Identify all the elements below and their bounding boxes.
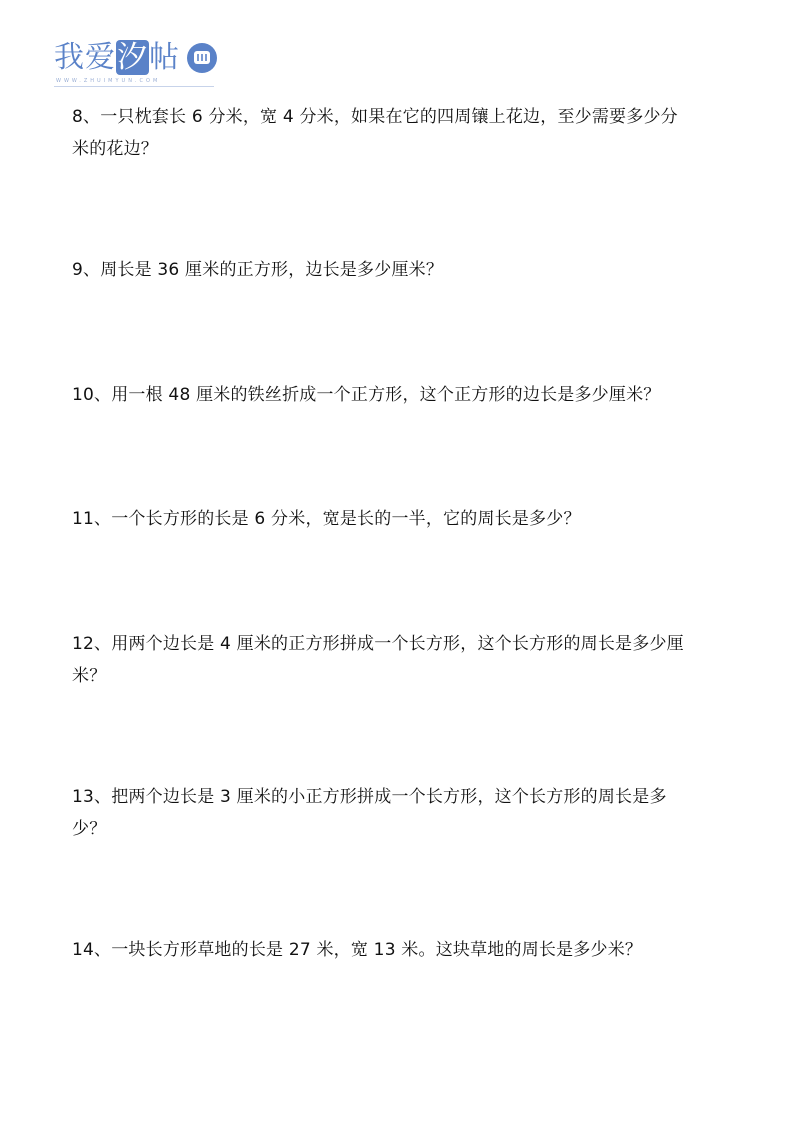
logo-divider [54, 86, 214, 87]
site-logo [54, 38, 224, 88]
question-line: 9、周长是 36 厘米的正方形，边长是多少厘米？ [72, 260, 444, 280]
chat-bubble-icon [186, 42, 218, 74]
question-9 [72, 254, 732, 286]
question-13 [72, 781, 732, 845]
question-14 [72, 934, 732, 966]
question-line: 少？ [72, 819, 107, 839]
question-line: 13、把两个边长是 3 厘米的小正方形拼成一个长方形，这个长方形的周长是多 [72, 787, 667, 807]
question-line: 14、一块长方形草地的长是 27 米，宽 13 米。这块草地的周长是多少米？ [72, 940, 643, 960]
question-line: 11、一个长方形的长是 6 分米，宽是长的一半，它的周长是多少？ [72, 509, 581, 529]
question-line: 米？ [72, 666, 107, 686]
logo-url: WWW.ZHUIMYUN.COM [56, 78, 161, 84]
question-11 [72, 503, 732, 535]
question-line: 10、用一根 48 厘米的铁丝折成一个正方形，这个正方形的边长是多少厘米？ [72, 385, 661, 405]
question-12 [72, 628, 732, 692]
question-10 [72, 379, 732, 411]
logo-text-mark: 汐 [117, 40, 148, 75]
logo-text-end: 帖 [149, 40, 180, 75]
question-8 [72, 101, 732, 165]
question-line: 米的花边？ [72, 139, 158, 159]
logo-text [54, 38, 180, 78]
question-line: 12、用两个边长是 4 厘米的正方形拼成一个长方形，这个长方形的周长是多少厘 [72, 634, 684, 654]
logo-text-main: 我爱 [54, 40, 116, 75]
question-line: 8、一只枕套长 6 分米，宽 4 分米，如果在它的四周镶上花边，至少需要多少分 [72, 107, 678, 127]
